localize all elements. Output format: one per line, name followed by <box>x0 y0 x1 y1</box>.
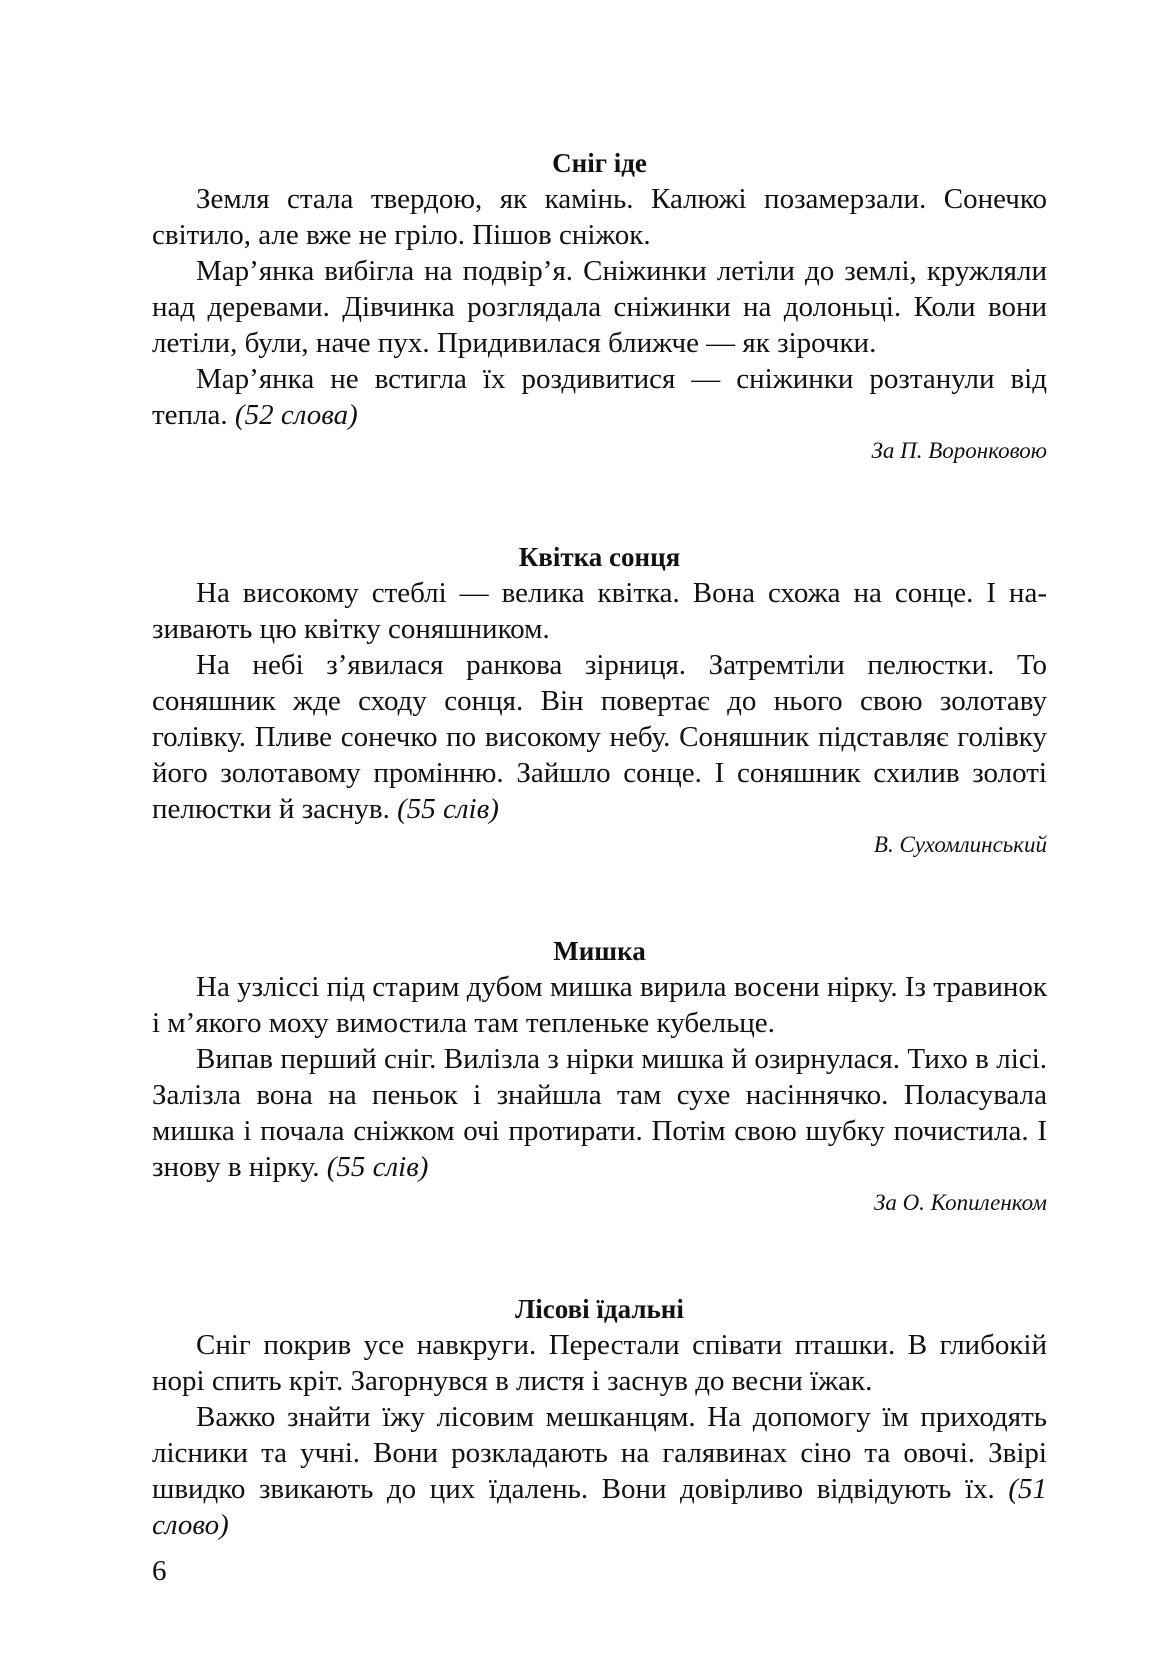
story-paragraph <box>152 361 1047 433</box>
page-number: 6 <box>152 1555 167 1587</box>
story-kvitka-sontsia <box>152 539 1047 867</box>
word-count: (55 слів) <box>397 793 499 825</box>
story-snig-ide <box>152 145 1047 473</box>
story-paragraph: Мар’янка вибігла на подвір’я. Сніжинки летіли до землі, кружляли над деревами. Дівчинка розглядала сніжинки на долоньці. Коли вони летіли, були, наче пух. Придивилася ближче — як зірочки. <box>152 255 1047 359</box>
story-lisovi-idalni <box>152 1291 1047 1543</box>
story-paragraph-text: Важко знайти їжу лісовим мешканцям. На допомогу їм приходять лісники та учні. Вони розкладають на галявинах сіно та овочі. Звірі швидко звикають до цих їдалень. Вони довірливо відвідують їх. <box>152 1401 1047 1505</box>
story-myshka <box>152 933 1047 1225</box>
story-paragraph <box>152 647 1047 827</box>
story-paragraph: Земля стала твердою, як камінь. Калюжі позамерзали. Сонечко світило, але вже не гріло. Пішов сніжок. <box>152 183 1047 251</box>
story-paragraph: Сніг покрив усе навкруги. Перестали співати пташки. В глибокій норі спить кріт. Загорнувся в листя і заснув до весни їжак. <box>152 1329 1047 1397</box>
word-count: (51 слово) <box>152 1473 1047 1541</box>
story-author: В. Сухомлинський <box>873 832 1047 857</box>
page-content <box>152 145 1047 1543</box>
story-paragraph <box>152 1041 1047 1185</box>
story-title: Мишка <box>553 936 646 966</box>
story-title: Лісові їдальні <box>515 1294 684 1324</box>
story-paragraph: На високому стеблі — велика квітка. Вона схожа на сонце. І називають цю квітку соняшником. <box>152 577 1047 645</box>
story-paragraph-text: На небі з’явилася ранкова зірниця. Затремтіли пелюстки. То соняшник жде сходу сонця. Він повертає до нього свою золотаву голівку. Пливе сонечко по високому небу. Соняшник підставляє голівку його золотавому промінню. Зайшло сонце. І соняшник схилив золоті пелюстки й заснув. <box>152 649 1047 825</box>
story-paragraph: На узліссі під старим дубом мишка вирила восени нірку. Із травинок і м’якого моху вимостила там тепленьке кубельце. <box>152 971 1047 1039</box>
story-paragraph-text: Випав перший сніг. Вилізла з нірки мишка й озирнулася. Тихо в лісі. Залізла вона на пеньок і знайшла там сухе насіннячко. Поласувала мишка і почала сніжком очі протирати. Потім свою шубку почистила. І знову в нірку. <box>152 1043 1047 1183</box>
story-paragraph-text: Мар’янка не встигла їх роздивитися — сніжинки розтанули від тепла. <box>152 363 1047 431</box>
spacer <box>152 867 1047 933</box>
word-count: (55 слів) <box>326 1151 429 1183</box>
spacer <box>152 1225 1047 1291</box>
story-author: За О. Копиленком <box>873 1190 1047 1215</box>
story-paragraph <box>152 1399 1047 1543</box>
story-author: За П. Воронковою <box>871 438 1047 463</box>
spacer <box>152 473 1047 539</box>
story-title: Квітка сонця <box>518 542 681 572</box>
story-title: Сніг іде <box>552 148 647 178</box>
word-count: (52 слова) <box>234 399 358 431</box>
